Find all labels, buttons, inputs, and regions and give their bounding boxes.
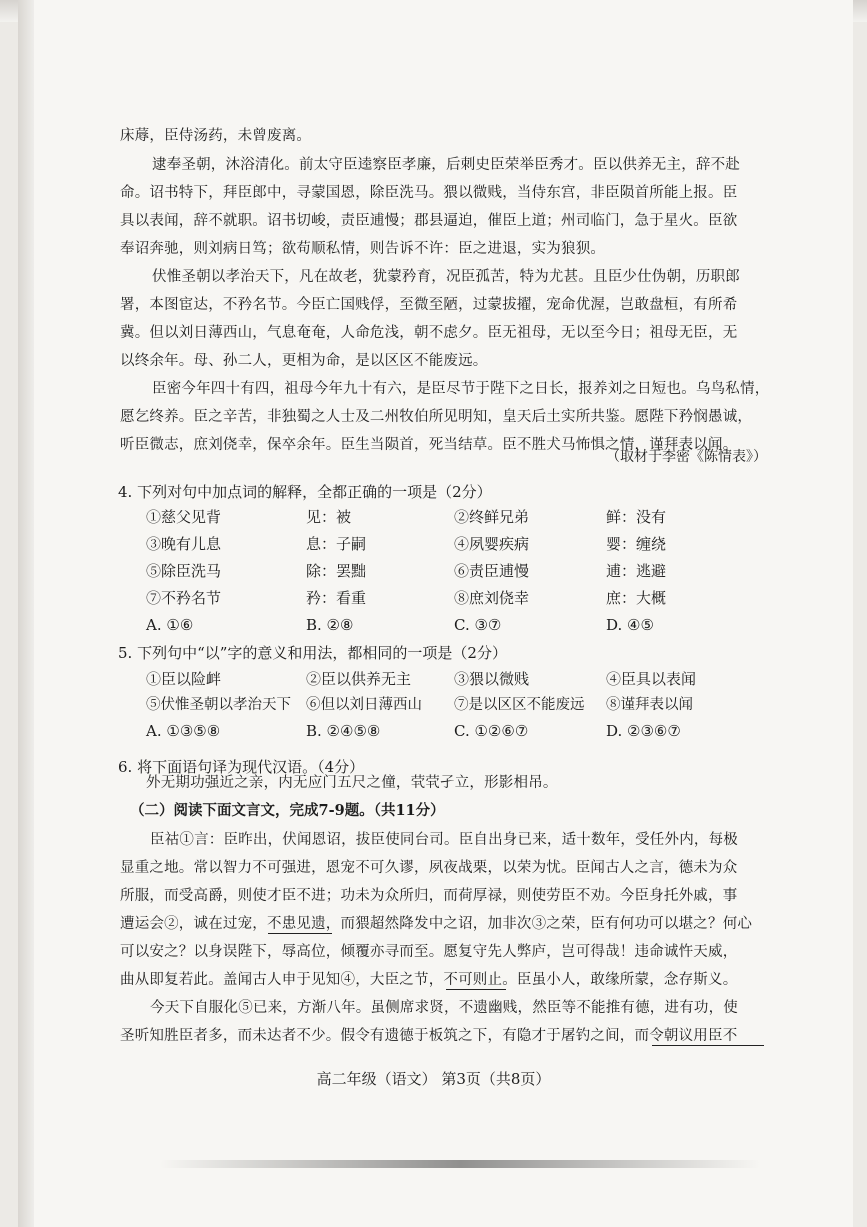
q4-item-phrase: ⑦不矜名节 [146,589,222,607]
passage1-line: 署，本图宦达，不矜名节。今臣亡国贱俘，至微至陋，过蒙拔擢，宠命优渥，岂敢盘桓，有所希 [120,297,738,313]
scan-bottom-shadow [160,1160,760,1168]
q4-item-gloss: 逋：逃避 [606,562,667,580]
passage1-line: 床蓐，臣侍汤药，未曾废离。 [120,128,312,144]
passage1-line: 以终余年。母、孙二人，更相为命，是以区区不能废远。 [120,353,488,369]
q4-item-gloss: 见：被 [306,508,352,526]
passage1-line: 伏惟圣朝以孝治天下，凡在故老，犹蒙矜育，况臣孤苦，特为尤甚。且臣少仕伪朝，历职郎 [152,269,740,285]
underline-mark [268,933,332,934]
passage1-line: 臣密今年四十有四，祖母今年九十有六，是臣尽节于陛下之日长，报养刘之日短也。乌鸟私情， [152,381,770,397]
q6-text: 外无期功强近之亲，内无应门五尺之僮，茕茕孑立，形影相吊。 [146,775,558,791]
q4-option-a: A. ①⑥ [146,616,194,634]
q4-item-gloss: 婴：缠绕 [606,535,667,553]
underline-mark [446,989,506,990]
q4-item-phrase: ④夙婴疾病 [454,535,530,553]
q4-item-phrase: ②终鲜兄弟 [454,508,530,526]
q4-options [146,614,706,636]
q5-item: ④臣具以表闻 [606,670,697,688]
q4-stem: 4. 下列对句中加点词的解释，全都正确的一项是（2分） [118,483,492,501]
underline-mark [652,1045,764,1046]
q4-item-phrase: ③晚有儿息 [146,535,222,553]
section2-line: 今天下自服化⑤已来，方渐八年。虽侧席求贤，不遗幽贱，然臣等不能推有德，进有功，使 [150,1000,738,1016]
passage1-line: 冀。但以刘日薄西山，气息奄奄，人命危浅，朝不虑夕。臣无祖母，无以至今日；祖母无臣，无 [120,325,738,341]
passage1-line: 命。诏书特下，拜臣郎中，寻蒙国恩，除臣洗马。猥以微贱，当侍东宫，非臣陨首所能上报。臣 [120,185,738,201]
q6-stem: 6. 将下面语句译为现代汉语。（4分） [118,758,365,776]
section2-line: 显重之地。常以智力不可强进，恩宠不可久谬，夙夜战栗，以荣为忧。臣闻古人之言，德未为众 [120,860,738,876]
passage1-line: 听臣微志，庶刘侥幸，保卒余年。臣生当陨首，死当结草。臣不胜犬马怖惧之情，谨拜表以闻。 [120,437,738,453]
q5-item-row [146,668,706,690]
passage1-line: 具以表闻，辞不就职。诏书切峻，责臣逋慢；郡县逼迫，催臣上道；州司临门，急于星火。臣欲 [120,213,738,229]
q5-item: ①臣以险衅 [146,670,222,688]
q4-item-gloss: 鲜：没有 [606,508,667,526]
passage1-line: 奉诏奔驰，则刘病日笃；欲苟顺私情，则告诉不许：臣之进退，实为狼狈。 [120,241,606,257]
q4-item-row [146,587,706,609]
q4-option-b: B. ②⑧ [306,616,354,634]
q5-item: ⑦是以区区不能废远 [454,697,585,713]
q5-item: ⑥但以刘日薄西山 [306,697,422,713]
q4-item-phrase: ⑥责臣逋慢 [454,562,530,580]
passage1-line: 愿乞终养。臣之辛苦，非独蜀之人士及二州牧伯所见明知，皇天后土实所共鉴。愿陛下矜悯愚诚， [120,409,753,425]
q4-option-c: C. ③⑦ [454,616,502,634]
q5-stem: 5. 下列句中“以”字的意义和用法，都相同的一项是（2分） [118,644,507,662]
q5-item-row [146,694,706,716]
q5-item: ②臣以供养无主 [306,670,412,688]
q5-item: ⑧谨拜表以闻 [606,697,693,713]
q5-option-b: B. ②④⑤⑧ [306,722,381,740]
scan-left-edge [18,0,34,1227]
q4-option-d: D. ④⑤ [606,616,654,634]
q5-option-c: C. ①②⑥⑦ [454,722,529,740]
q4-item-phrase: ⑤除臣洗马 [146,562,222,580]
section2-line: 曲从即复若此。盖闻古人申于见知④，大臣之节，不可则止。臣虽小人，敢缘所蒙，念存斯义。 [120,972,738,988]
q5-option-d: D. ②③⑥⑦ [606,722,681,740]
q4-item-row [146,533,706,555]
q4-item-gloss: 矜：看重 [306,589,367,607]
section2-line: 臣祜①言：臣昨出，伏闻恩诏，拔臣使同台司。臣自出身已来，适十数年，受任外内，每极 [150,832,738,848]
passage1-source: （取材于李密《陈情表》） [606,449,767,465]
q4-item-gloss: 庶：大概 [606,589,667,607]
q5-item: ⑤伏惟圣朝以孝治天下 [146,697,291,713]
q4-item-row [146,506,706,528]
section2-line: 可以安之？以身误陛下，辱高位，倾覆亦寻而至。愿复守先人弊庐，岂可得哉！违命诚忤天威， [120,944,738,960]
page-footer: 高二年级（语文） 第3页（共8页） [316,1070,551,1088]
q4-item-gloss: 息：子嗣 [306,535,367,553]
q5-options [146,720,706,742]
q5-option-a: A. ①③⑤⑧ [146,722,221,740]
section2-line: 所服，而受高爵，则使才臣不进；功未为众所归，而荷厚禄，则使劳臣不劝。今臣身托外戚，事 [120,888,738,904]
q4-item-phrase: ①慈父见背 [146,508,222,526]
q4-item-row [146,560,706,582]
passage1-line: 逮奉圣朝，沐浴清化。前太守臣逵察臣孝廉，后刺史臣荣举臣秀才。臣以供养无主，辞不赴 [152,157,740,173]
q4-item-gloss: 除：罢黜 [306,562,367,580]
section2-heading: （二）阅读下面文言文，完成7-9题。（共11分） [130,802,445,819]
q4-item-phrase: ⑧庶刘侥幸 [454,589,530,607]
section2-line: 遭运会②，诚在过宠，不患见遗，而猥超然降发中之诏，加非次③之荣，臣有何功可以堪之？何心 [120,916,753,932]
section2-line: 圣听知胜臣者多，而未达者不少。假令有遗德于板筑之下，有隐才于屠钓之间，而令朝议用臣不 [120,1028,738,1044]
q5-item: ③猥以微贱 [454,670,530,688]
